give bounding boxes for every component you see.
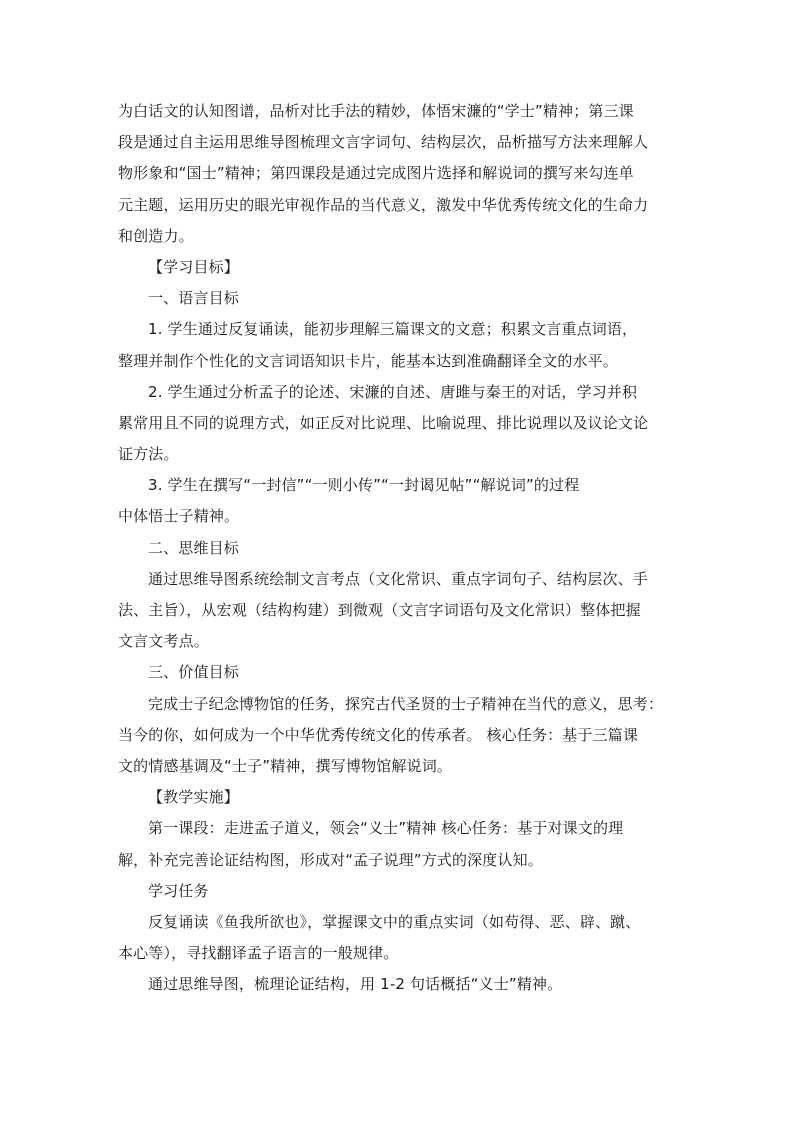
text-line: 【教学实施】 bbox=[148, 788, 239, 807]
text-line: 文的情感基调及“士子”精神，撰写博物馆解说词。 bbox=[118, 756, 452, 775]
text-line: 证方法。 bbox=[118, 445, 179, 464]
text-line: 法、主旨），从宏观（结构构建）到微观（文言字词语句及文化常识）整体把握 bbox=[118, 601, 641, 619]
text-line: 物形象和“国士”精神；第四课段是通过完成图片选择和解说词的撰写来勾连单 bbox=[118, 164, 634, 183]
text-line: 完成士子纪念博物馆的任务，探究古代圣贤的士子精神在当代的意义，思考： bbox=[148, 694, 664, 713]
text-line: 元主题，运用历史的眼光审视作品的当代意义，激发中华优秀传统文化的生命力 bbox=[118, 195, 649, 214]
text-line: 通过思维导图，梳理论证结构，用 1-2 句话概括“义士”精神。 bbox=[148, 975, 563, 994]
document-body bbox=[118, 96, 684, 1000]
text-line: 为白话文的认知图谱，品析对比手法的精妙，体悟宋濂的“学士”精神；第三课 bbox=[118, 102, 634, 120]
text-line: 1. 学生通过反复诵读，能初步理解三篇课文的文意；积累文言重点词语， bbox=[148, 320, 638, 339]
text-line: 通过思维导图系统绘制文言考点（文化常识、重点字词句子、结构层次、手 bbox=[148, 569, 648, 588]
text-line: 二、思维目标 bbox=[148, 538, 239, 557]
text-line: 解，补充完善论证结构图，形成对“孟子说理”方式的深度认知。 bbox=[118, 850, 543, 869]
text-line: 和创造力。 bbox=[118, 226, 194, 245]
text-line: 一、语言目标 bbox=[148, 289, 239, 308]
text-line: 累常用且不同的说理方式，如正反对比说理、比喻说理、排比说理以及议论文论 bbox=[118, 413, 649, 432]
text-line: 中体悟士子精神。 bbox=[118, 507, 240, 526]
text-line: 学习任务 bbox=[148, 881, 209, 900]
text-line: 三、价值目标 bbox=[148, 663, 239, 682]
text-line: 2. 学生通过分析孟子的论述、宋濂的自述、唐雎与秦王的对话，学习并积 bbox=[148, 382, 638, 401]
text-line: 第一课段：走进孟子道义，领会“义士”精神 核心任务：基于对课文的理 bbox=[148, 819, 624, 838]
text-line: 整理并制作个性化的文言词语知识卡片，能基本达到准确翻译全文的水平。 bbox=[118, 351, 618, 370]
text-line: 当今的你，如何成为一个中华优秀传统文化的传承者。 核心任务：基于三篇课 bbox=[118, 725, 639, 744]
text-line: 【学习目标】 bbox=[148, 257, 239, 276]
text-line: 3. 学生在撰写“一封信”“一则小传”“一封谒见帖”“解说词”的过程 bbox=[148, 476, 580, 495]
text-line: 反复诵读《鱼我所欲也》，掌握课文中的重点实词（如苟得、恶、辟、蹴、 bbox=[148, 912, 641, 931]
text-line: 文言文考点。 bbox=[118, 632, 209, 651]
text-line: 段是通过自主运用思维导图梳理文言字词句、结构层次，品析描写方法来理解人 bbox=[118, 133, 649, 152]
text-line: 本心等），寻找翻译孟子语言的一般规律。 bbox=[118, 944, 399, 963]
